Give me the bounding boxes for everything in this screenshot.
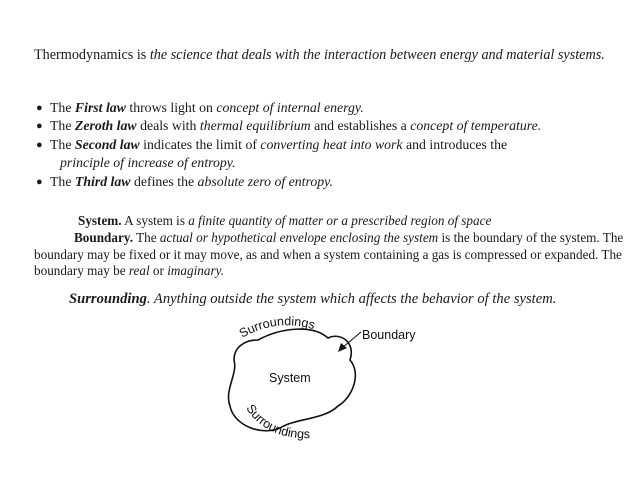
law-name: First law (74, 100, 126, 115)
system-diagram (200, 310, 460, 460)
law-item-second-continuation: principle of increase of entropy. (60, 155, 236, 171)
laws-list (36, 99, 631, 191)
intro-paragraph (34, 46, 624, 65)
law-name: Second law (74, 136, 140, 152)
boundary-definition: Boundary. The actual or hypothetical envelope enclosing the system is the boundary of the system. The boundary may be fixed or it may move, as and when a system containing a gas is compressed or expanded. The boundary may be real or imaginary. (34, 229, 624, 279)
bullet-icon: ● (36, 102, 43, 114)
law-item-second: ● The Second law indicates the limit of converting heat into work and introduces the (36, 136, 631, 154)
intro-prefix: Thermodynamics is (34, 47, 150, 63)
diagram-surroundings-bottom: Surroundings (243, 401, 310, 442)
law-item-third: ● The Third law defines the absolute zero of entropy. (36, 173, 631, 191)
diagram-surroundings-top: Surroundings (236, 314, 317, 341)
definitions (34, 213, 626, 280)
diagram-system-label: System (269, 371, 311, 385)
diagram-boundary-label: Boundary (362, 328, 416, 342)
law-name: Third law (74, 173, 131, 189)
bullet-icon: ● (36, 175, 43, 188)
system-definition: System. A system is a finite quantity of matter or a prescribed region of space (78, 213, 492, 228)
bullet-icon: ● (36, 138, 43, 151)
law-item-first: ● The First law throws light on concept of internal energy. (36, 99, 631, 117)
law-name: Zeroth law (74, 118, 137, 134)
bullet-icon: ● (36, 120, 43, 133)
intro-emphasis: the science that deals with the interaction between energy and material systems. (149, 47, 605, 63)
law-item-zeroth: ● The Zeroth law deals with thermal equilibrium and establishes a concept of temperature. (36, 117, 631, 135)
surrounding-definition: Surrounding. Anything outside the system which affects the behavior of the system. (69, 291, 557, 307)
